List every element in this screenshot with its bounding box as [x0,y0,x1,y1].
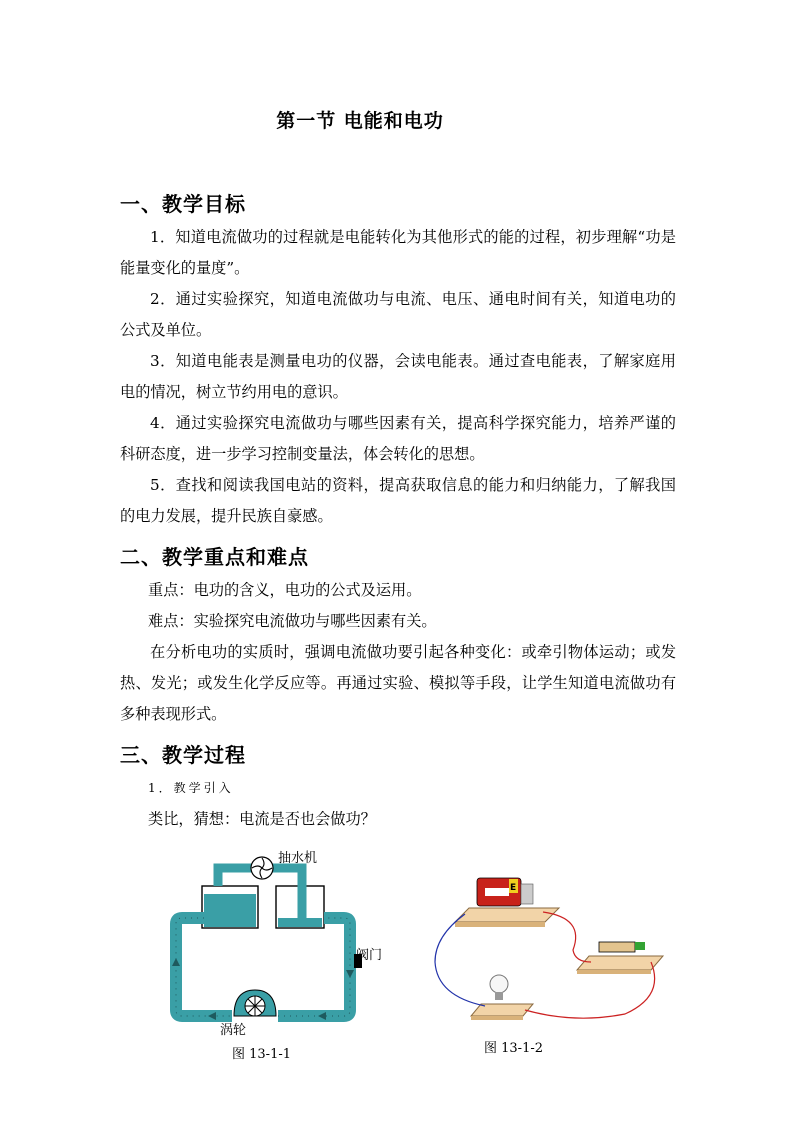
turbine-label: 涡轮 [220,1023,247,1038]
page-title: 第一节 电能和电功 [276,110,444,132]
left-tank-water [204,894,256,927]
key-difficulty: 难点：实验探究电流做功与哪些因素有关。 [148,612,437,630]
battery-board [455,908,559,922]
key-note: 在分析电功的实质时，强调电流做功要引起各种变化：或牵引物体运动；或发热、发光；或发生化学反应等。再通过实验、模拟等手段，让学生知道电流做功有多种表现形式。 [120,643,676,723]
goal-item-3: 3．知道电能表是测量电功的仪器，会读电能表。通过查电能表，了解家庭用电的情况，树立节约用电的意识。 [120,352,676,401]
goal-item-5: 5．查找和阅读我国电站的资料，提高获取信息的能力和归纳能力，了解我国的电力发展，提升民族自豪感。 [120,476,676,525]
red-wire-1 [543,912,591,962]
bulb-icon [490,975,508,993]
process-question: 类比，猜想：电流是否也会做功？ [148,810,376,828]
water-circuit-figure [168,848,398,1038]
switch-icon [599,942,635,952]
pump-pipe-left [218,868,252,886]
switch-board [577,956,663,970]
electric-circuit-figure [425,866,670,1031]
goal-item-1: 1．知道电流做功的过程就是电能转化为其他形式的能的过程，初步理解“功是能量变化的量度”。 [120,228,676,277]
figure-2-caption: 图 13-1-2 [484,1041,544,1056]
process-step-1: 1．教学引入 [148,781,234,795]
key-focus: 重点：电功的含义，电功的公式及运用。 [148,581,422,599]
section-heading-goals: 一、教学目标 [120,192,246,216]
battery-letter: E [510,883,517,893]
figure-1-caption: 图 13-1-1 [232,1047,292,1062]
bulb-board [471,1004,533,1016]
goal-item-2: 2．通过实验探究，知道电流做功与电流、电压、通电时间有关，知道电功的公式及单位。 [120,290,676,339]
section-heading-key-points: 二、教学重点和难点 [120,545,309,569]
blue-wire [435,914,485,1006]
pump-label: 抽水机 [278,851,318,866]
goal-item-4: 4．通过实验探究电流做功与哪些因素有关，提高科学探究能力，培养严谨的科研态度，进一步学习控制变量法，体会转化的思想。 [120,414,676,463]
valve-label: 阀门 [356,948,383,963]
section-heading-process: 三、教学过程 [120,743,246,767]
